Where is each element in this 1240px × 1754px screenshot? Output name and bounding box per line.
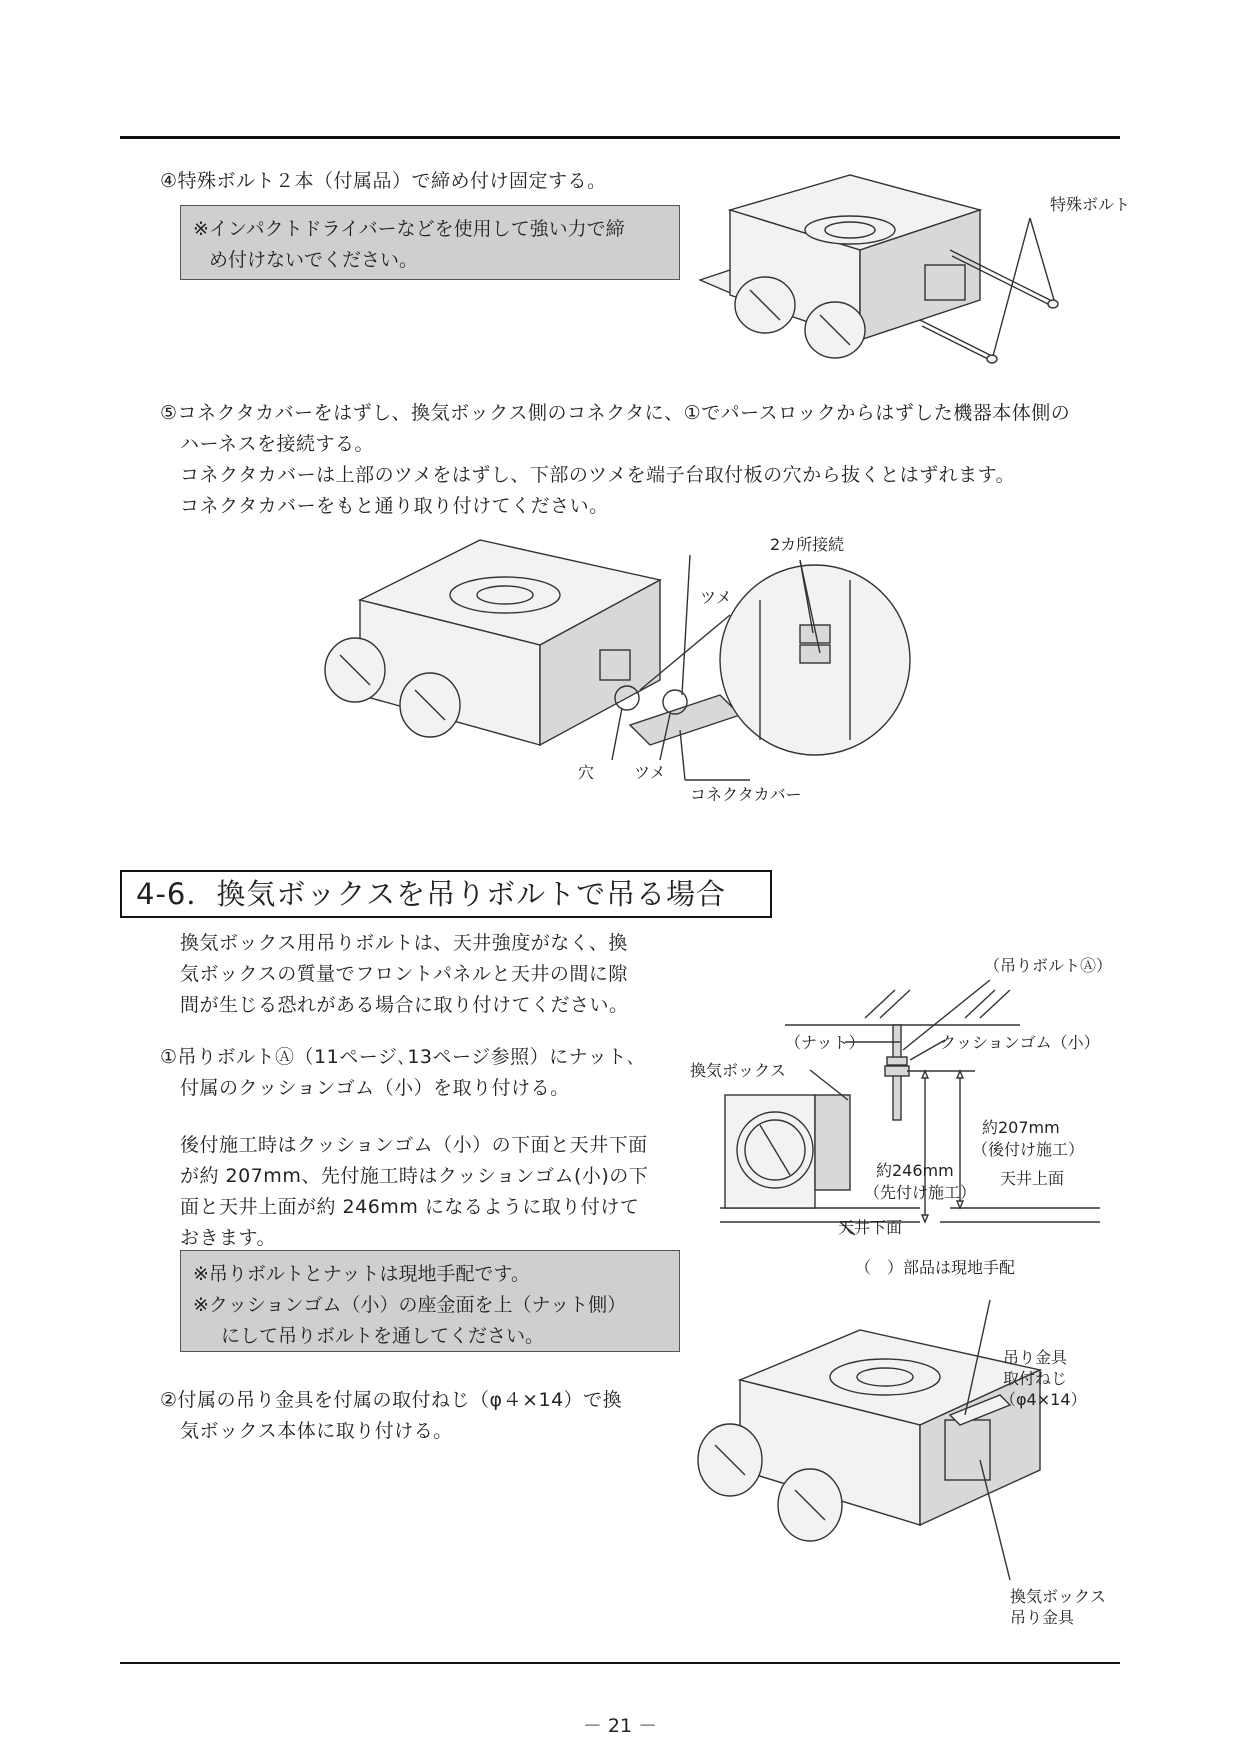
- step5-line3: コネクタカバーは上部のツメをはずし、下部のツメを端子台取付板の穴から抜くとはずれます。: [180, 464, 1016, 486]
- step1-line2: 付属のクッションゴム（小）を取り付ける。: [180, 1077, 570, 1099]
- label-box: 換気ボックス: [690, 1061, 786, 1080]
- section-note-line2: ※クッションゴム（小）の座金面を上（ナット側）: [193, 1294, 627, 1316]
- step1-detail-line2: が約 207mm、先付施工時はクッションゴム(小)の下: [180, 1165, 649, 1187]
- section-heading: 4-6．換気ボックスを吊りボルトで吊る場合: [120, 870, 772, 918]
- label-two-connections: 2カ所接続: [770, 535, 845, 554]
- label-special-bolt: 特殊ボルト: [1050, 195, 1131, 214]
- label-bracket-line1: 換気ボックス: [1010, 1587, 1106, 1606]
- label-nut: （ナット）: [785, 1033, 865, 1052]
- step4-note-line1: ※インパクトドライバーなどを使用して強い力で締: [193, 218, 625, 240]
- page-number: － 21 －: [582, 1715, 658, 1737]
- step5-line2: ハーネスを接続する。: [180, 433, 375, 455]
- section-note: [180, 1250, 680, 1352]
- label-screw-line2: 取付ねじ: [1003, 1369, 1068, 1388]
- step4-note: [180, 205, 680, 280]
- label-ceiling-bottom: 天井下面: [838, 1218, 903, 1237]
- label-ceiling-top: 天井上面: [1000, 1169, 1065, 1188]
- top-rule: [120, 136, 1120, 139]
- label-tsume-top: ツメ: [700, 588, 732, 607]
- label-dim246: 約246mm: [876, 1161, 954, 1180]
- step5-line1: ⑤コネクタカバーをはずし、換気ボックス側のコネクタに、①でパースロックからはずした機器本体側の: [160, 402, 1071, 424]
- step1-detail-line4: おきます。: [180, 1227, 276, 1249]
- step5-line4: コネクタカバーをもと通り取り付けてください。: [180, 495, 609, 517]
- label-tsume-bottom: ツメ: [634, 763, 666, 782]
- step4-note-line2: め付けないでください。: [209, 249, 419, 271]
- intro-line1: 換気ボックス用吊りボルトは、天井強度がなく、換: [180, 932, 628, 954]
- step2-line2: 気ボックス本体に取り付ける。: [180, 1420, 453, 1442]
- step1-detail-line1: 後付施工時はクッションゴム（小）の下面と天井下面: [180, 1134, 648, 1156]
- step1-detail-line3: 面と天井上面が約 246mm になるように取り付けて: [180, 1196, 640, 1218]
- label-hole: 穴: [578, 763, 595, 782]
- label-connector-cover: コネクタカバー: [690, 785, 802, 804]
- diagram-caption: （ ）部品は現地手配: [855, 1258, 1016, 1277]
- label-screw-line1: 吊り金具: [1003, 1348, 1068, 1367]
- intro-line2: 気ボックスの質量でフロントパネルと天井の間に隙: [180, 963, 628, 985]
- label-dim246-note: （先付け施工）: [864, 1183, 977, 1202]
- label-dim207-note: （後付け施工）: [972, 1140, 1085, 1159]
- intro-line3: 間が生じる恐れがある場合に取り付けてください。: [180, 994, 629, 1016]
- step2-line1: ②付属の吊り金具を付属の取付ねじ（φ４×14）で換: [160, 1389, 623, 1411]
- figure-special-bolt: [690, 170, 1110, 380]
- step4-text: ④特殊ボルト２本（付属品）で締め付け固定する。: [160, 170, 607, 192]
- label-dim207: 約207mm: [982, 1118, 1060, 1137]
- label-hanging-bolt: （吊りボルトⒶ）: [984, 956, 1113, 975]
- step1-line1: ①吊りボルトⒶ（11ページ､13ページ参照）にナット､: [160, 1046, 637, 1068]
- section-note-line3: にして吊りボルトを通してください。: [221, 1325, 545, 1347]
- bottom-rule: [120, 1662, 1120, 1664]
- label-cushion: クッションゴム（小）: [940, 1033, 1100, 1052]
- section-note-line1: ※吊りボルトとナットは現地手配です。: [193, 1263, 531, 1285]
- label-screw-line3: （φ4×14）: [1000, 1390, 1087, 1409]
- label-bracket-line2: 吊り金具: [1010, 1608, 1075, 1627]
